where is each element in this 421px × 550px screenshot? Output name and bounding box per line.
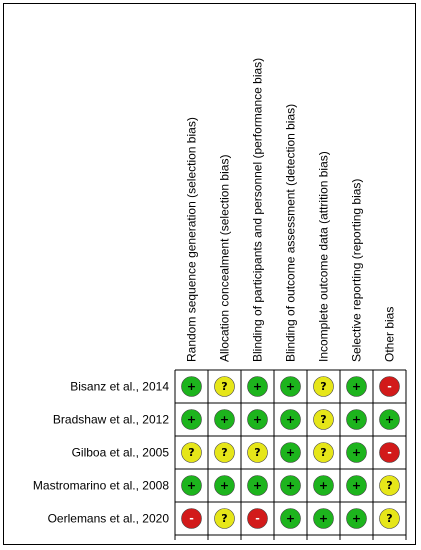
rating-symbol: - (189, 512, 194, 525)
column-label: Blinding of participants and personnel (performance bias) (250, 57, 265, 362)
rating-symbol: + (219, 413, 230, 426)
rating-symbol: - (387, 446, 392, 459)
column-label: Random sequence generation (selection bias) (184, 117, 199, 362)
rating-symbol: + (252, 479, 263, 492)
rating-symbol: + (351, 479, 362, 492)
rating-symbol: + (285, 380, 296, 393)
column-label: Other bias (382, 306, 397, 362)
rating-symbol: + (285, 512, 296, 525)
study-label: Bisanz et al., 2014 (70, 379, 169, 394)
rating-symbol: ? (386, 479, 393, 492)
rating-symbol: ? (221, 380, 228, 393)
rating-symbol: - (255, 512, 260, 525)
rating-symbol: + (351, 380, 362, 393)
rating-symbol: + (351, 413, 362, 426)
rating-symbol: ? (320, 380, 327, 393)
rating-symbol: ? (320, 446, 327, 459)
study-label: Mastromarino et al., 2008 (32, 478, 169, 493)
rating-symbol: + (285, 413, 296, 426)
column-label: Incomplete outcome data (attrition bias) (316, 151, 331, 362)
rating-symbol: + (219, 479, 230, 492)
rating-symbol: ? (320, 413, 327, 426)
column-label: Allocation concealment (selection bias) (217, 154, 232, 362)
rating-symbol: + (318, 512, 329, 525)
rating-symbol: + (351, 446, 362, 459)
rating-symbol: + (186, 413, 197, 426)
study-label: Bradshaw et al., 2012 (52, 412, 169, 427)
column-label: Blinding of outcome assessment (detection bias) (283, 103, 298, 362)
rating-symbol: ? (386, 512, 393, 525)
rating-symbol: ? (221, 446, 228, 459)
rating-symbol: + (252, 413, 263, 426)
study-label: Gilboa et al., 2005 (71, 445, 169, 460)
rating-symbol: + (384, 413, 395, 426)
rating-symbol: + (318, 479, 329, 492)
rating-symbol: ? (188, 446, 195, 459)
rating-symbol: - (387, 380, 392, 393)
column-label: Selective reporting (reporting bias) (349, 178, 364, 362)
rating-symbol: + (186, 380, 197, 393)
rating-symbol: ? (221, 512, 228, 525)
study-label: Oerlemans et al., 2020 (47, 511, 169, 526)
rating-symbol: + (351, 512, 362, 525)
rating-symbol: + (285, 446, 296, 459)
rating-symbol: + (252, 380, 263, 393)
rating-symbol: ? (254, 446, 261, 459)
rating-symbol: + (186, 479, 197, 492)
rating-symbol: + (285, 479, 296, 492)
